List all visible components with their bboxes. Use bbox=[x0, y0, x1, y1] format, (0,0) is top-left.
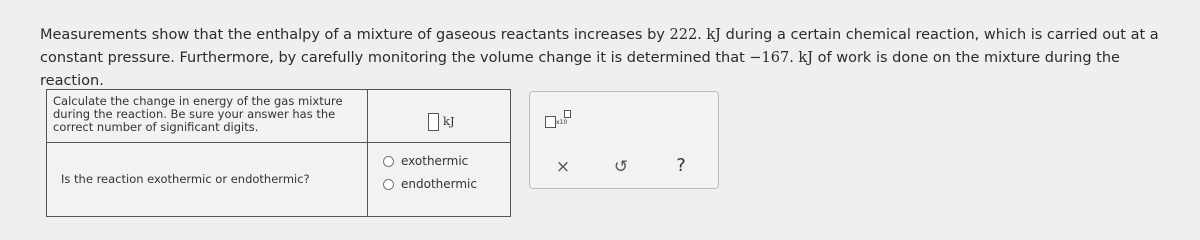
work-value: −167. kJ bbox=[749, 50, 814, 66]
problem-text-4: of work is done on the mixture during the reaction. bbox=[40, 50, 1120, 89]
undo-icon[interactable]: ↺ bbox=[613, 157, 629, 177]
endothermic-radio[interactable] bbox=[383, 179, 394, 190]
energy-unit-label: kJ bbox=[443, 114, 455, 128]
x10-label: x10 bbox=[556, 119, 568, 126]
endothermic-option[interactable] bbox=[383, 177, 477, 191]
reaction-type-row bbox=[47, 143, 510, 216]
problem-text-3: constant pressure. Furthermore, by carefully monitoring the volume change it is determined that bbox=[40, 50, 750, 66]
enthalpy-value: 222. kJ bbox=[669, 27, 721, 43]
help-icon[interactable]: ? bbox=[676, 155, 686, 176]
mantissa-box-icon bbox=[545, 116, 556, 128]
endothermic-label: endothermic bbox=[401, 177, 477, 191]
scientific-notation-button[interactable] bbox=[545, 114, 575, 128]
exothermic-radio[interactable] bbox=[383, 156, 394, 167]
problem-text-2: during a certain chemical reaction, which is carried out at a bbox=[721, 27, 1159, 43]
problem-statement bbox=[40, 24, 1180, 93]
exothermic-label: exothermic bbox=[401, 154, 469, 168]
exothermic-option[interactable] bbox=[383, 154, 468, 168]
problem-text-1: Measurements show that the enthalpy of a mixture of gaseous reactants increases by bbox=[40, 27, 670, 43]
column-divider bbox=[367, 90, 368, 216]
clear-icon[interactable]: × bbox=[555, 157, 571, 177]
energy-question-row bbox=[47, 90, 510, 143]
exponent-box-icon bbox=[564, 110, 571, 118]
answer-table bbox=[46, 89, 511, 217]
energy-question-text: Calculate the change in energy of the gas mixture during the reaction. Be sure your answer has the correct number of significant digits. bbox=[53, 94, 343, 134]
reaction-type-question-text: Is the reaction exothermic or endothermic? bbox=[61, 172, 310, 186]
energy-answer-input[interactable] bbox=[428, 113, 439, 131]
